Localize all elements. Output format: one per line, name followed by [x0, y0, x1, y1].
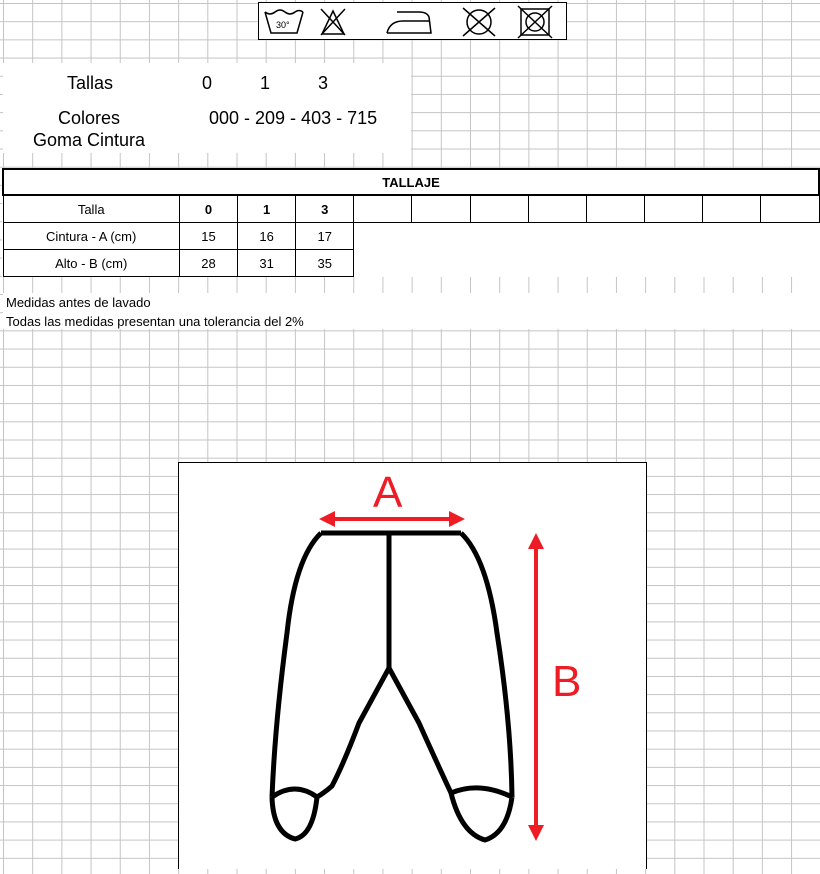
- talla-value: 1: [260, 73, 271, 93]
- care-symbols: [258, 2, 567, 40]
- empty-cell: [703, 195, 761, 223]
- table-cell: 35: [296, 250, 354, 277]
- table-cell: 0: [179, 195, 237, 223]
- pants-outline: [272, 533, 512, 840]
- colores-label: Colores: [58, 108, 121, 128]
- no-dryer-icon: [518, 6, 552, 38]
- talla-value: 3: [318, 73, 329, 93]
- table-row: [3, 195, 819, 223]
- wash-temperature-label: 30°: [276, 20, 290, 30]
- note-tolerancia: Todas las medidas presentan una tolerancia del 2%: [6, 314, 304, 329]
- table-cell: 15: [179, 223, 237, 250]
- empty-cell: [354, 195, 412, 223]
- colores-value: 000 - 209 - 403 - 715: [209, 108, 378, 128]
- row-label: Talla: [3, 195, 179, 223]
- empty-cell: [761, 195, 819, 223]
- dimension-a-label: A: [373, 468, 403, 517]
- tallaje-title: TALLAJE: [3, 169, 819, 195]
- tallas-label: Tallas: [67, 73, 114, 93]
- talla-value: 0: [202, 73, 213, 93]
- table-cell: 16: [238, 223, 296, 250]
- empty-cell: [644, 195, 702, 223]
- table-cell: 17: [296, 223, 354, 250]
- row-label: Alto - B (cm): [3, 250, 179, 277]
- table-row: [3, 250, 819, 277]
- table-cell: 3: [296, 195, 354, 223]
- table-row: [3, 223, 819, 250]
- dimension-a-arrow: [319, 468, 465, 527]
- tallaje-table: [2, 168, 820, 277]
- no-bleach-icon: [321, 9, 345, 35]
- note-medidas: Medidas antes de lavado: [6, 295, 151, 310]
- table-cell: 31: [238, 250, 296, 277]
- empty-cell: [412, 195, 470, 223]
- goma-cintura-label: Goma Cintura: [33, 130, 146, 150]
- pants-diagram: [178, 462, 647, 869]
- row-label: Cintura - A (cm): [3, 223, 179, 250]
- iron-icon: [387, 12, 431, 33]
- table-cell: 28: [179, 250, 237, 277]
- dimension-b-arrow: [528, 533, 581, 841]
- no-tumble-dry-icon: [463, 8, 495, 36]
- table-cell: 1: [238, 195, 296, 223]
- empty-cell: [586, 195, 644, 223]
- dimension-b-label: B: [552, 657, 582, 706]
- empty-cell: [528, 195, 586, 223]
- wash-30-icon: [265, 10, 303, 33]
- empty-cell: [470, 195, 528, 223]
